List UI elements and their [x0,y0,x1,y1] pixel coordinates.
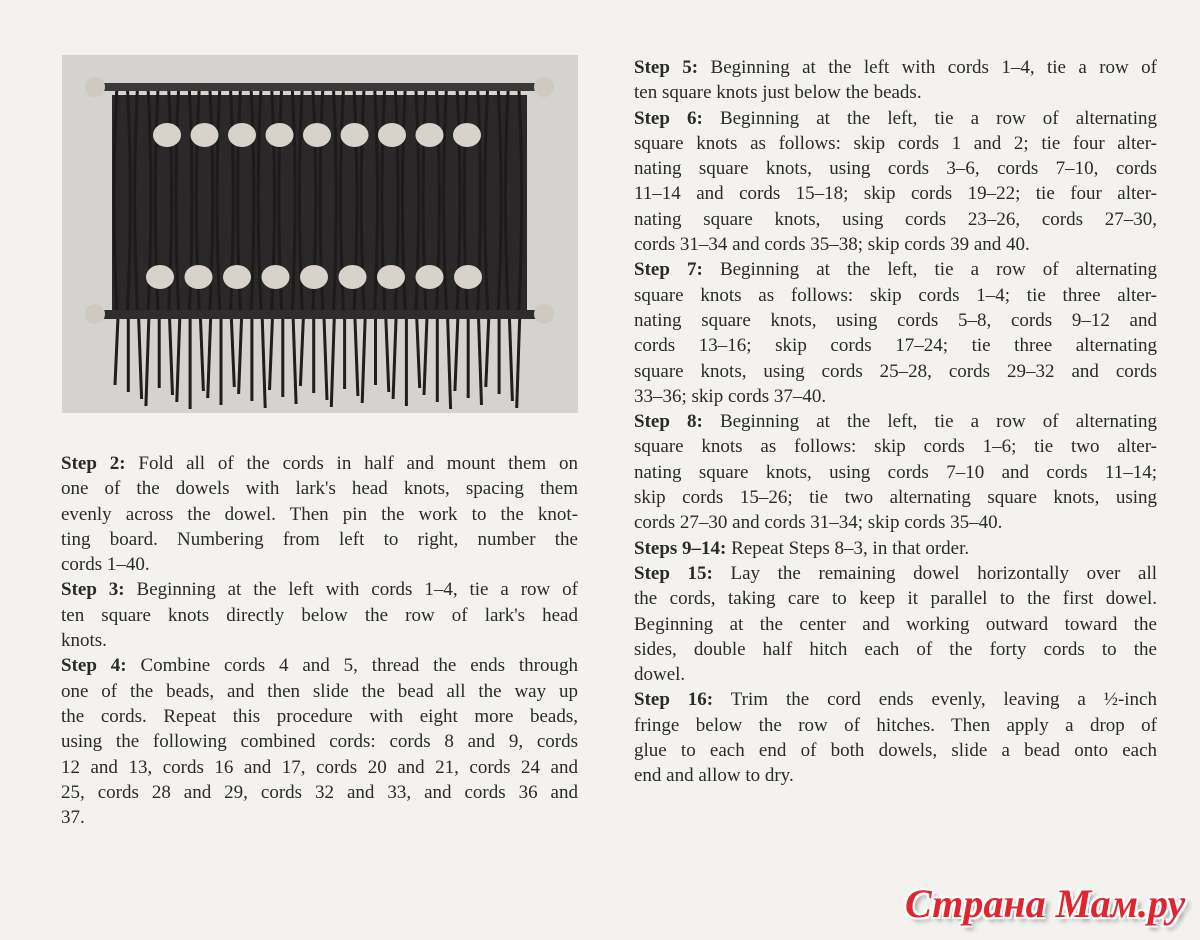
step-text: Beginning at the left with cords 1–4, tie a row of [136,579,578,601]
step-text: square knots, using cords 25–28, cords 29–32 and cords [634,360,1157,382]
text-line [634,207,1157,232]
step-text: ten square knots directly below the row of lark's head [61,604,578,626]
bead [153,123,181,147]
text-line [634,763,1157,788]
text-line [634,384,1157,409]
step-text: knots. [61,630,107,652]
left-column [61,451,578,830]
text-line [634,181,1157,206]
step-text: Beginning at the center and working outward toward the [634,613,1157,635]
bead [262,265,290,289]
bead [300,265,328,289]
step-text: skip cords 15–26; tie two alternating square knots, using [634,487,1157,509]
step-text: Repeat Steps 8–3, in that order. [731,537,970,559]
text-line [634,713,1157,738]
step-paragraph [634,55,1157,106]
dowel-end-bead [534,77,554,97]
text-line [61,628,578,653]
step-text: square knots as follows: skip cords 1 and 2; tie four alter- [634,132,1157,154]
step-text: one of the dowels with lark's head knots, spacing them [61,478,578,500]
step-paragraph [61,451,578,577]
bead [416,265,444,289]
step-text: cords 31–34 and cords 35–38; skip cords 39 and 40. [634,234,1030,256]
step-text: square knots as follows: skip cords 1–6; tie two alter- [634,436,1157,458]
watermark-logo: Страна Мам.ру [905,881,1186,926]
text-line [634,232,1157,257]
step-paragraph [61,577,578,653]
step-text: Beginning at the left, tie a row of alternating [719,411,1157,433]
step-label: Steps 9–14: [634,537,727,559]
bead [341,123,369,147]
text-line [61,704,578,729]
step-text: evenly across the dowel. Then pin the work to the knot- [61,503,578,525]
text-line [61,729,578,754]
text-line [61,577,578,602]
text-line [634,561,1157,586]
bead [191,123,219,147]
step-paragraph [634,561,1157,687]
bead [303,123,331,147]
text-line [634,637,1157,662]
right-column [634,55,1157,789]
dowel-end-bead [534,304,554,324]
bead [228,123,256,147]
step-text: Fold all of the cords in half and mount them on [138,453,578,474]
step-text: Lay the remaining dowel horizontally over all [730,562,1157,584]
step-label: Step 15: [634,562,713,584]
bead [266,123,294,147]
top-dowel [102,83,537,91]
text-line [61,780,578,805]
text-line [634,460,1157,485]
step-text: nating square knots, using cords 3–6, cords 7–10, cords [634,158,1157,180]
text-line [61,805,578,830]
step-text: cords 13–16; skip cords 17–24; tie three alternating [634,335,1157,357]
text-line [634,131,1157,156]
step-text: one of the beads, and then slide the bead all the way up [61,680,578,702]
step-paragraph [634,687,1157,788]
bead [185,265,213,289]
step-text: dowel. [634,664,686,686]
step-paragraph [634,106,1157,258]
text-line [634,485,1157,510]
text-line [61,653,578,678]
bead [453,123,481,147]
bead [223,265,251,289]
text-line [634,308,1157,333]
text-line [634,687,1157,712]
text-line [634,283,1157,308]
step-text: cords 27–30 and cords 31–34; skip cords 35–40. [634,512,1003,534]
step-text: end and allow to dry. [634,765,794,787]
step-text: ting board. Numbering from left to right, number the [61,528,578,550]
text-line [61,451,578,476]
text-line [61,527,578,552]
text-line [634,434,1157,459]
step-text: square knots as follows: skip cords 1–4; tie three alter- [634,284,1157,306]
step-text: glue to each end of both dowels, slide a bead onto each [634,740,1157,762]
step-label: Step 5: [634,57,699,78]
step-text: 33–36; skip cords 37–40. [634,385,827,407]
step-text: 25, cords 28 and 29, cords 32 and 33, and cords 36 and [61,781,578,803]
dowel-end-bead [85,77,105,97]
bead [416,123,444,147]
bead [454,265,482,289]
text-line [634,359,1157,384]
text-line [634,586,1157,611]
step-text: using the following combined cords: cords 8 and 9, cords [61,731,578,753]
step-text: Beginning at the left with cords 1–4, tie a row of [710,57,1157,78]
step-text: 12 and 13, cords 16 and 17, cords 20 and 21, cords 24 and [61,756,578,778]
text-line [61,502,578,527]
macrame-photo [62,55,578,413]
step-label: Step 7: [634,259,703,281]
dowel-end-bead [85,304,105,324]
text-line [634,106,1157,131]
text-line [634,333,1157,358]
step-text: fringe below the row of hitches. Then apply a drop of [634,714,1157,736]
bead [146,265,174,289]
text-line [634,55,1157,80]
step-text: Beginning at the left, tie a row of alternating [719,259,1157,281]
step-text: Combine cords 4 and 5, thread the ends through [140,655,578,677]
step-text: the cords. Repeat this procedure with eight more beads, [61,705,578,727]
text-line [61,476,578,501]
step-label: Step 8: [634,411,703,433]
text-line [61,552,578,577]
step-text: nating square knots, using cords 7–10 and cords 11–14; [634,461,1157,483]
step-label: Step 6: [634,107,703,129]
text-line [634,612,1157,637]
step-text: Beginning at the left, tie a row of alternating [719,107,1157,129]
bead [339,265,367,289]
step-text: nating square knots, using cords 5–8, cords 9–12 and [634,309,1157,331]
step-text: 37. [61,807,85,829]
step-paragraph [634,257,1157,409]
text-line [634,80,1157,105]
text-line [634,257,1157,282]
text-line [634,738,1157,763]
step-label: Step 16: [634,689,714,711]
bead [377,265,405,289]
text-line [634,536,1157,561]
text-line [634,662,1157,687]
text-line [634,510,1157,535]
step-paragraph [61,653,578,830]
step-paragraph [634,409,1157,535]
bottom-dowel [102,310,537,319]
step-text: 11–14 and cords 15–18; skip cords 19–22; tie four alter- [634,183,1157,205]
step-text: cords 1–40. [61,554,150,576]
bead [378,123,406,147]
step-text: ten square knots just below the beads. [634,82,922,104]
text-line [61,679,578,704]
step-label: Step 2: [61,453,126,474]
step-label: Step 3: [61,579,125,601]
text-line [634,156,1157,181]
text-line [634,409,1157,434]
text-line [61,603,578,628]
step-text: sides, double half hitch each of the forty cords to the [634,638,1157,660]
text-line [61,755,578,780]
step-text: Trim the cord ends evenly, leaving a ½-inch [730,689,1157,711]
step-text: nating square knots, using cords 23–26, cords 27–30, [634,208,1157,230]
step-paragraph [634,536,1157,561]
step-label: Step 4: [61,655,127,677]
step-text: the cords, taking care to keep it parallel to the first dowel. [634,588,1157,610]
